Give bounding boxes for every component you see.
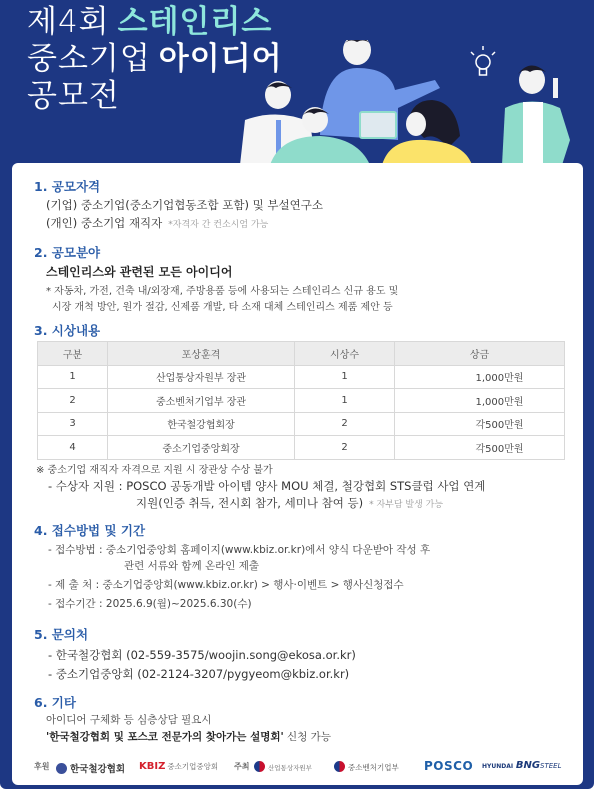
host-label: 주최	[234, 762, 250, 771]
cell-count: 1	[295, 389, 395, 413]
table-row	[38, 365, 565, 389]
application-method-line2: 관련 서류와 함께 온라인 제출	[124, 560, 260, 572]
etc-line2	[46, 729, 331, 744]
cell-count: 1	[295, 365, 395, 389]
cell-category: 2	[38, 389, 108, 413]
cell-prize: 각500만원	[395, 412, 565, 436]
hero-banner	[0, 0, 594, 165]
eligibility-individual-text: (개인) 중소기업 재직자	[46, 216, 163, 230]
steel-text: STEEL	[540, 762, 562, 770]
sponsor-label: 후원	[34, 762, 50, 771]
cell-category: 4	[38, 436, 108, 460]
people-illustration-icon	[240, 40, 594, 165]
title-accent-stainless: 스테인리스	[117, 4, 273, 40]
cell-prize: 1,000만원	[395, 389, 565, 413]
section-title-etc: 6. 기타	[34, 695, 76, 710]
cell-award: 한국철강협회장	[108, 412, 295, 436]
eligibility-company: (기업) 중소기업(중소기업협동조합 포함) 및 부설연구소	[46, 198, 323, 212]
hyundai-text: HYUNDAI	[482, 763, 514, 770]
hyundai-bng-logo	[482, 760, 562, 771]
consortium-note: *자격자 간 컨소시엄 가능	[168, 220, 269, 230]
taegeuk-icon	[334, 761, 345, 772]
title-contest: 공모전	[27, 78, 120, 114]
cell-count: 2	[295, 436, 395, 460]
briefing-session-name: '한국철강협회 및 포스코 전문가의 찾아가는 설명회'	[46, 731, 284, 743]
table-row	[38, 389, 565, 413]
table-row	[38, 436, 565, 460]
table-header-row	[38, 342, 565, 366]
application-period: - 접수기간 : 2025.6.9(월)~2025.6.30(수)	[48, 598, 252, 610]
cell-count: 2	[295, 412, 395, 436]
winner-support-line2	[136, 495, 443, 511]
title-edition: 제4회	[27, 4, 110, 40]
taegeuk-icon	[254, 761, 265, 772]
motie-logo	[254, 761, 312, 773]
col-header-prize: 상금	[395, 342, 565, 366]
section-title-field: 2. 공모분야	[34, 245, 101, 260]
awards-table	[37, 341, 565, 460]
table-row	[38, 412, 565, 436]
cell-prize: 각500만원	[395, 436, 565, 460]
kbiz-logo	[139, 761, 218, 772]
winner-support-text: 지원(인증 취득, 전시회 참가, 세미나 참여 등)	[136, 496, 364, 510]
title-sme: 중소기업	[27, 41, 151, 77]
cell-prize: 1,000만원	[395, 365, 565, 389]
field-detail-2: 시장 개척 방안, 원가 절감, 신제품 개발, 타 소재 대체 스테인리스 제품 제안 등	[52, 302, 393, 313]
contact-kbiz: - 중소기업중앙회 (02-2124-3207/pygyeom@kbiz.or.kr)	[48, 667, 350, 681]
field-headline: 스테인리스와 관련된 모든 아이디어	[46, 265, 233, 279]
self-pay-note: * 자부담 발생 가능	[369, 500, 444, 510]
kbiz-name: 중소기업중앙회	[167, 762, 219, 771]
field-detail-1: * 자동차, 가전, 건축 내/외장재, 주방용품 등에 사용되는 스테인리스 신규 용도 및	[46, 286, 399, 297]
bng-text: BNG	[515, 760, 541, 771]
col-header-category: 구분	[38, 342, 108, 366]
cell-award: 중소벤처기업부 장관	[108, 389, 295, 413]
mss-logo	[334, 761, 399, 773]
cell-category: 3	[38, 412, 108, 436]
application-method-line1: - 접수방법 : 중소기업중앙회 홈페이지(www.kbiz.or.kr)에서 양식 다운받아 작성 후	[48, 544, 431, 556]
etc-line2-rest: 신청 가능	[283, 731, 331, 743]
eligibility-individual	[46, 215, 268, 231]
col-header-award: 포상훈격	[108, 342, 295, 366]
section-title-contact: 5. 문의처	[34, 627, 89, 642]
etc-line1: 아이디어 구체화 등 심층상담 필요시	[46, 714, 212, 726]
posco-logo: POSCO	[424, 759, 474, 773]
col-header-count: 시상수	[295, 342, 395, 366]
contact-kosa: - 한국철강협회 (02-559-3575/woojin.song@ekosa.or.kr)	[48, 648, 356, 662]
motie-name: 산업통상자원부	[268, 764, 312, 772]
section-title-application: 4. 접수방법 및 기간	[34, 523, 146, 538]
title-accent-idea: 아이디어	[158, 41, 283, 77]
sponsor-footer	[12, 757, 583, 777]
cell-award: 중소기업중앙회장	[108, 436, 295, 460]
kosa-logo	[56, 761, 125, 775]
submission-destination: - 제 출 처 : 중소기업중앙회(www.kbiz.or.kr) > 행사·이벤트 > 행사신청접수	[48, 579, 404, 591]
kosa-name: 한국철강협회	[70, 764, 126, 775]
lightbulb-icon	[471, 46, 495, 75]
awards-note: ※ 중소기업 재직자 자격으로 지원 시 장관상 수상 불가	[36, 465, 273, 476]
kosa-emblem-icon	[56, 763, 67, 774]
content-card	[12, 163, 583, 785]
kbiz-brand: KBIZ	[139, 761, 166, 772]
mss-name: 중소벤처기업부	[348, 763, 399, 772]
cell-category: 1	[38, 365, 108, 389]
winner-support-line1: - 수상자 지원 : POSCO 공동개발 아이템 양사 MOU 체결, 철강협회 STS클럽 사업 연계	[48, 479, 486, 493]
section-title-eligibility: 1. 공모자격	[34, 179, 101, 194]
section-title-awards: 3. 시상내용	[34, 323, 101, 338]
cell-award: 산업통상자원부 장관	[108, 365, 295, 389]
